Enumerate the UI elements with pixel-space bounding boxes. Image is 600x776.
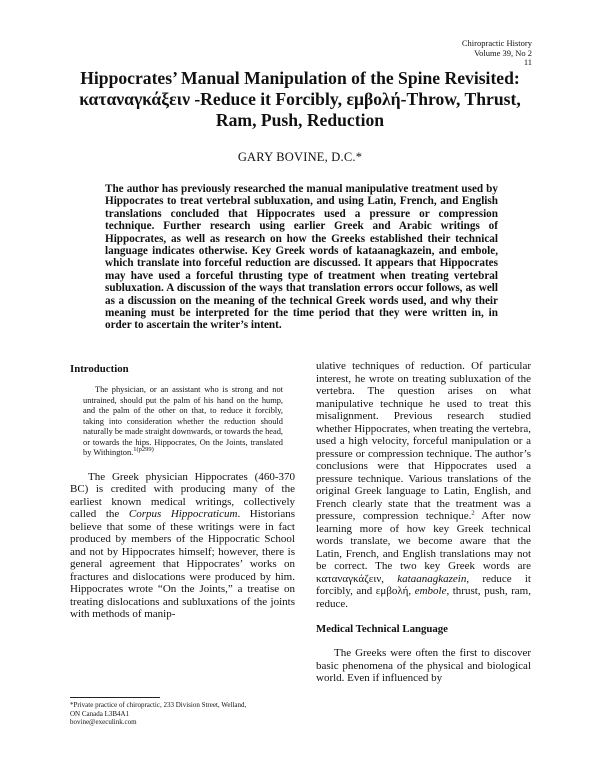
running-header bbox=[462, 39, 532, 68]
intro-paragraph bbox=[70, 471, 295, 621]
right-text-a: ulative techniques of reduction. Of particular interest, he wrote on treating subluxation of the vertebra. The question arises on what manipulative technique he used to treat this misalignment. Previous research studied whether Hippocrates, when treating the vertebra, used a high velocity, forceful manipulation or a pressure or compression technique. The author’s conclusions were that Hippocrates used a pressure technique. Various translations of the original Greek language to Latin, English, and French clearly state that the treatment was a pressure, compression technique. bbox=[316, 360, 531, 522]
corpus-title: Corpus Hippocraticum bbox=[128, 508, 238, 520]
volume-number: Volume 39, No 2 bbox=[474, 47, 532, 58]
right-paragraph-1 bbox=[316, 360, 531, 610]
title-line-2: καταναγκάξειν -Reduce it Forcibly, εμβολή-Throw, Thrust, bbox=[79, 89, 521, 109]
title-line-1: Hippocrates’ Manual Manipulation of the Spine Revisited: bbox=[80, 68, 520, 88]
quote-text: The physician, or an assistant who is strong and not untrained, should put the palm of his hand on the hump, and the palm of the other on that, to reduce it forcibly, taking into consideration whether the reduction should naturally be made straight downwards, or towards the head, or towards the hips. Hippocrates, On the Joints, translated by Withington. bbox=[83, 385, 284, 457]
greek-term-2: embole bbox=[414, 585, 447, 597]
right-text-b: After now learning more of how key Greek technical words translate, we become aware that the Latin, French, and English translations may not be correct. The two key Greek words are καταναγκάζειν, bbox=[316, 510, 531, 585]
author-email[interactable]: bovine@execulink.com bbox=[70, 718, 137, 726]
intro-text-a: The Greek physician Hippocrates (460-370 BC) is credited with producing many of the earliest known medical writings, collectively called the bbox=[70, 470, 295, 520]
footnote-line-2: ON Canada L3B4A1 bbox=[70, 709, 130, 718]
right-column bbox=[316, 360, 531, 685]
right-paragraph-2: The Greeks were often the first to discover basic phenomena of the physical and biological world. Even if influenced by bbox=[316, 647, 531, 684]
section-heading-medical-language: Medical Technical Language bbox=[316, 623, 448, 635]
right-text-c: , reduce it forcibly, and εμβολή, bbox=[316, 572, 531, 597]
intro-heading: Introduction bbox=[70, 363, 129, 375]
article-title bbox=[70, 68, 530, 131]
reference-superscript: 2 bbox=[471, 509, 475, 517]
footnote-line-1: *Private practice of chiropractic, 233 Division Street, Welland, bbox=[70, 701, 247, 709]
journal-name: Chiropractic History bbox=[461, 38, 532, 48]
intro-text-b: . Historians believe that some of these writings were in fact produced by members of the Hippocratic School and not by Hippocrates himself; however, there is general agreement that Hippocrates’ works on fractures and dislocations were produced by him. Hippocrates wrote “On the Joints,” a treatise on treating dislocations and subluxations of the joints with methods of manip- bbox=[70, 508, 295, 620]
left-column bbox=[70, 363, 295, 621]
epigraph-quote bbox=[83, 385, 283, 459]
greek-term-1: kataanagkazein bbox=[397, 572, 467, 585]
quote-reference: 1(p299) bbox=[133, 446, 154, 454]
abstract: The author has previously researched the manual manipulative treatment used by Hippocrates to treat vertebral subluxation, and using Latin, French, and English translations concluded that Hippocrates used a pressure or compression technique. Further research using earlier Greek and Arabic writings of Hippocrates, as well as research on how the Greeks established their technical language indicates otherwise. Key Greek words of kataanagkazein, and embole, which translate into forceful reduction are discussed. It appears that Hippocrates may have used a forceful thrusting type of treatment when treating vertebral subluxation. A discussion of the ways that translation errors occur follows, as well as a discussion on the meaning of the technical Greek words used, and why their meaning must be interpreted for the time period that they were written in, in order to ascertain the writer’s intent. bbox=[105, 183, 498, 332]
author-footnote bbox=[70, 701, 290, 727]
author-name: GARY BOVINE, D.C.* bbox=[237, 150, 363, 164]
page-number: 11 bbox=[523, 57, 532, 67]
title-line-3: Ram, Push, Reduction bbox=[215, 110, 385, 130]
footnote-divider bbox=[70, 697, 160, 698]
right-text-d: , thrust, push, ram, reduce. bbox=[316, 585, 531, 610]
